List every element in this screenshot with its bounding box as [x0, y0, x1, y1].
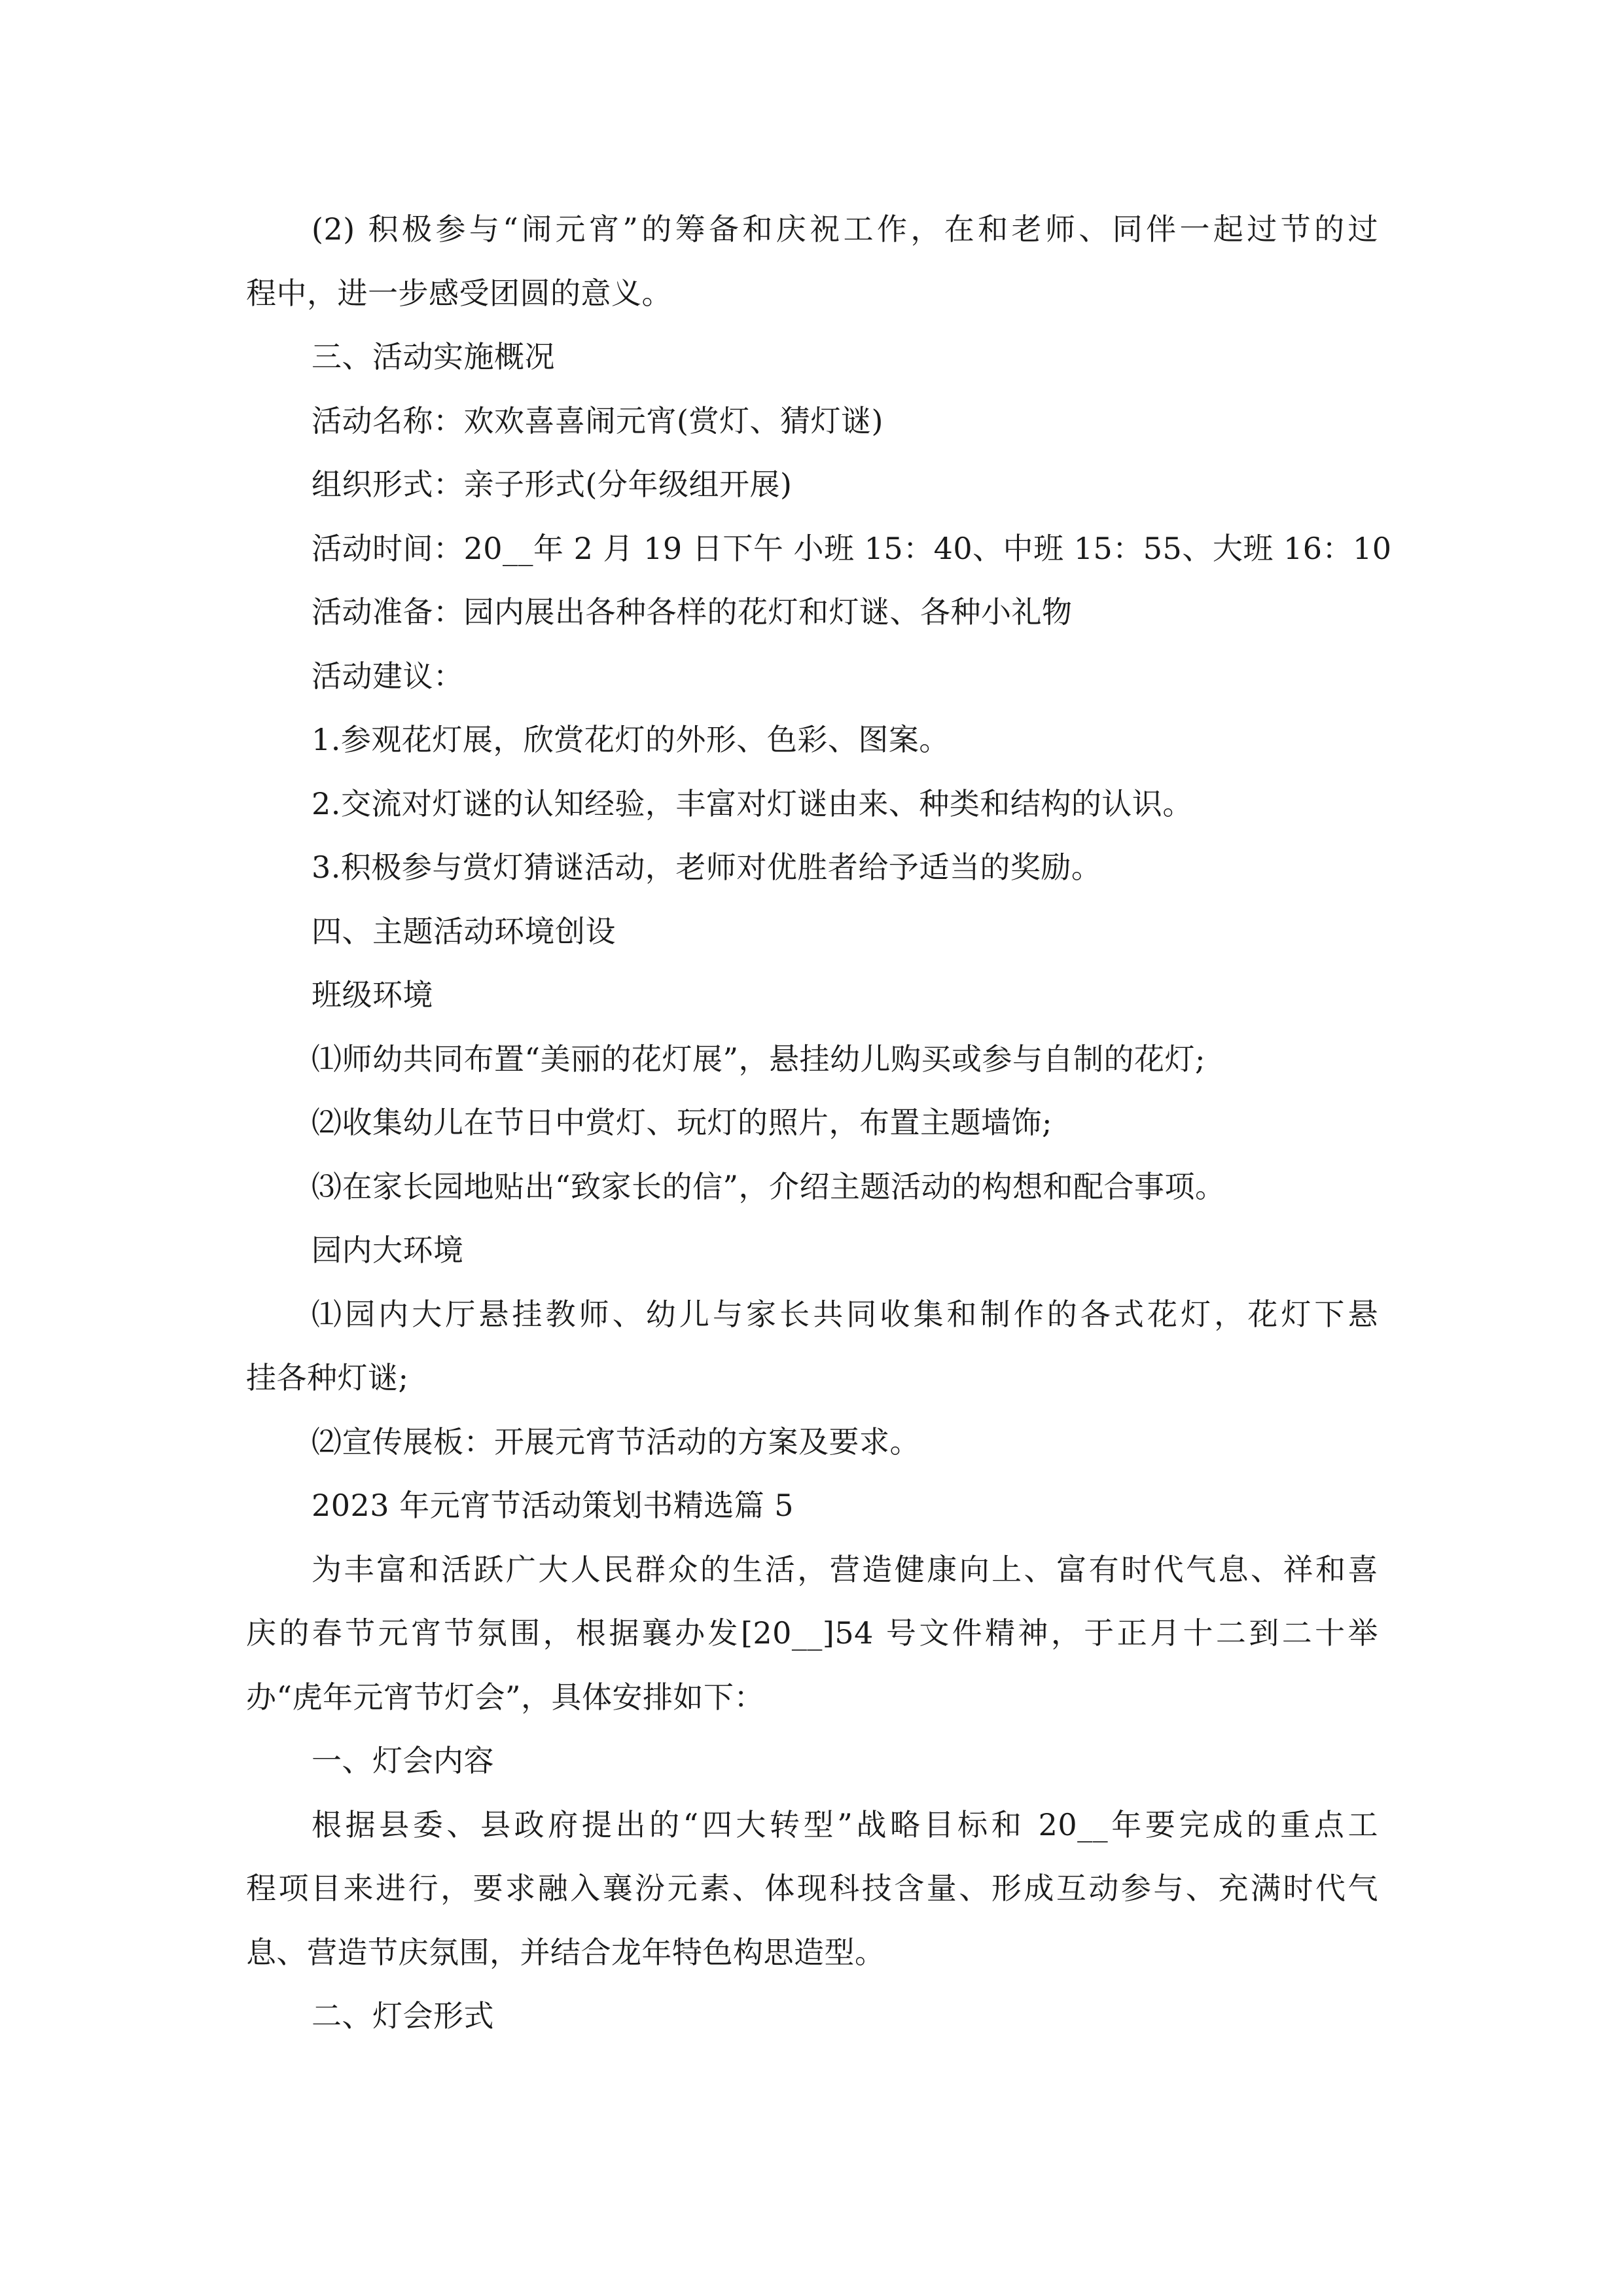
text-line: 为丰富和活跃广大人民群众的生活，营造健康向上、富有时代气息、祥和喜	[312, 1551, 1378, 1587]
text-line: 班级环境	[312, 977, 433, 1013]
text-line: 挂各种灯谜;	[246, 1360, 409, 1395]
text-line: ⑶在家长园地贴出“致家长的信”，介绍主题活动的构想和配合事项。	[312, 1168, 1226, 1204]
text-line: 程项目来进行，要求融入襄汾元素、体现科技含量、形成互动参与、充满时代气	[246, 1871, 1378, 1906]
text-line: ⑵宣传展板：开展元宵节活动的方案及要求。	[312, 1424, 920, 1460]
text-line: 园内大环境	[312, 1232, 464, 1268]
text-line: 活动名称：欢欢喜喜闹元宵(赏灯、猜灯谜)	[312, 403, 883, 439]
text-line: 2023 年元宵节活动策划书精选篇 5	[312, 1488, 794, 1523]
text-line: 活动时间：20__年 2 月 19 日下午 小班 15：40、中班 15：55、大班 16：10	[312, 530, 1392, 566]
text-line: 息、营造节庆氛围，并结合龙年特色构思造型。	[246, 1934, 885, 1970]
text-line: 办“虎年元宵节灯会”，具体安排如下：	[246, 1679, 765, 1715]
text-line: 3.积极参与赏灯猜谜活动，老师对优胜者给予适当的奖励。	[312, 850, 1102, 885]
text-line: ⑴园内大厅悬挂教师、幼儿与家长共同收集和制作的各式花灯，花灯下悬	[312, 1296, 1378, 1332]
text-line: 一、灯会内容	[312, 1743, 494, 1778]
text-line: (2) 积极参与“闹元宵”的筹备和庆祝工作，在和老师、同伴一起过节的过	[312, 211, 1378, 247]
text-line: 活动准备：园内展出各种各样的花灯和灯谜、各种小礼物	[312, 594, 1073, 630]
text-line: 根据县委、县政府提出的“四大转型”战略目标和 20__年要完成的重点工	[312, 1806, 1378, 1842]
text-line: 四、主题活动环境创设	[312, 913, 616, 949]
text-line: ⑴师幼共同布置“美丽的花灯展”，悬挂幼儿购买或参与自制的花灯;	[312, 1041, 1206, 1077]
text-line: 程中，进一步感受团圆的意义。	[246, 275, 672, 311]
text-line: 二、灯会形式	[312, 1998, 494, 2034]
text-line: 活动建议：	[312, 658, 464, 694]
text-line: 2.交流对灯谜的认知经验，丰富对灯谜由来、种类和结构的认识。	[312, 785, 1193, 821]
text-line: 三、活动实施概况	[312, 339, 555, 374]
text-line: 1.参观花灯展，欣赏花灯的外形、色彩、图案。	[312, 722, 950, 757]
text-line: ⑵收集幼儿在节日中赏灯、玩灯的照片，布置主题墙饰;	[312, 1105, 1052, 1140]
document-body	[246, 198, 1392, 2049]
text-line: 组织形式：亲子形式(分年级组开展)	[312, 467, 793, 502]
text-line: 庆的春节元宵节氛围，根据襄办发[20__]54 号文件精神，于正月十二到二十举	[246, 1615, 1378, 1651]
